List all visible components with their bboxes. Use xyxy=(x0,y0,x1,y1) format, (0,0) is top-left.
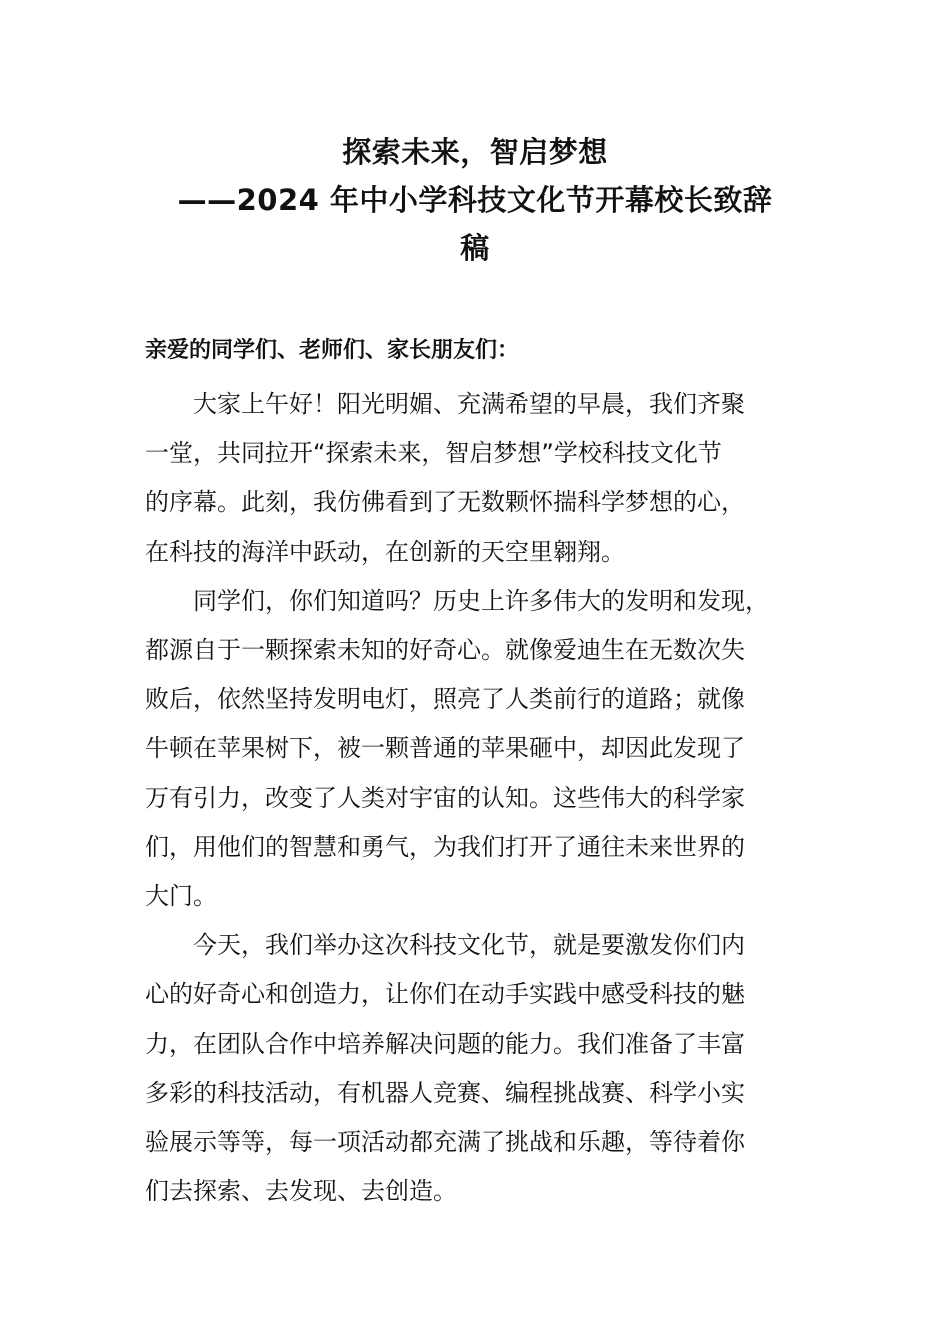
paragraph-line: 都源自于一颗探索未知的好奇心。就像爱迪生在无数次失 xyxy=(145,636,745,665)
paragraph-line: 在科技的海洋中跃动，在创新的天空里翱翔。 xyxy=(145,537,625,566)
paragraph-line: 们去探索、去发现、去创造。 xyxy=(145,1177,457,1206)
paragraph-line: 败后，依然坚持发明电灯，照亮了人类前行的道路；就像 xyxy=(145,685,745,714)
paragraph-line: 同学们，你们知道吗？历史上许多伟大的发明和发现， xyxy=(193,586,769,615)
paragraph-line: 牛顿在苹果树下，被一颗普通的苹果砸中，却因此发现了 xyxy=(145,734,745,763)
paragraph-line: 万有引力，改变了人类对宇宙的认知。这些伟大的科学家 xyxy=(145,783,745,812)
salutation: 亲爱的同学们、老师们、家长朋友们： xyxy=(145,338,520,363)
title-line-2: ——2024 年中小学科技文化节开幕校长致辞 xyxy=(177,183,773,217)
paragraph xyxy=(145,577,825,921)
paragraph-line: 验展示等等，每一项活动都充满了挑战和乐趣，等待着你 xyxy=(145,1128,745,1157)
paragraph-line: 大家上午好！阳光明媚、充满希望的早晨，我们齐聚 xyxy=(193,390,745,418)
paragraph-line: 们，用他们的智慧和勇气，为我们打开了通往未来世界的 xyxy=(145,832,745,861)
paragraph-line: 大门。 xyxy=(145,882,217,911)
paragraph-line: 一堂，共同拉开“探索未来，智启梦想”学校科技文化节 xyxy=(145,439,722,468)
paragraph xyxy=(145,380,825,577)
paragraph-line: 心的好奇心和创造力，让你们在动手实践中感受科技的魅 xyxy=(145,980,745,1009)
paragraph-line: 多彩的科技活动，有机器人竞赛、编程挑战赛、科学小实 xyxy=(145,1078,745,1107)
title-line-1: 探索未来，智启梦想 xyxy=(342,135,608,169)
document-body xyxy=(145,380,825,1216)
paragraph-line: 今天，我们举办这次科技文化节，就是要激发你们内 xyxy=(193,931,745,960)
paragraph-line: 的序幕。此刻，我仿佛看到了无数颗怀揣科学梦想的心， xyxy=(145,488,745,517)
paragraph xyxy=(145,921,825,1216)
paragraph-line: 力，在团队合作中培养解决问题的能力。我们准备了丰富 xyxy=(145,1029,745,1058)
document-title xyxy=(145,128,805,272)
title-line-3: 稿 xyxy=(460,231,490,265)
